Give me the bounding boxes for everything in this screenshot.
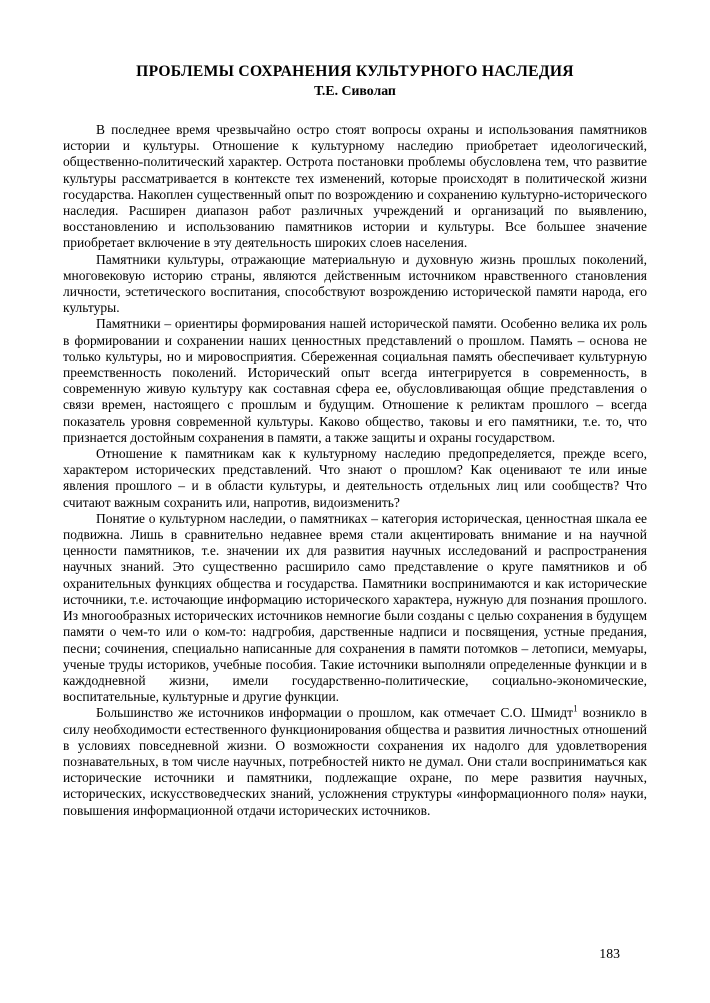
paragraph-3: Памятники – ориентиры формирования нашей исторической памяти. Особенно велика их роль в формировании и сохранении наших ценностных представлений о прошлом. Память – основа не только культуры, но и мировосприятия. Сбереженная социальная память обеспечивает культурную преемственность поколений. Исторический опыт всегда интегрируется в современность, в современную живую культуру как составная сфера ее, обусловливающая общие представления о связи времен, настоящего с прошлым и будущим. Отношение к реликтам прошлого – всегда показатель уровня современной культуры. Каково общество, таковы и его памятники, т.е. то, что признается достойным сохранения в памяти, а также защиты и охраны государством. [63,316,647,445]
page-title: ПРОБЛЕМЫ СОХРАНЕНИЯ КУЛЬТУРНОГО НАСЛЕДИЯ [136,63,574,80]
article-content [63,62,647,819]
paragraph-6 [63,705,647,818]
footnote-marker: 1 [573,703,578,714]
paragraph-6-text-before-footnote: Большинство же источников информации о прошлом, как отмечает С.О. Шмидт [96,705,574,721]
paragraph-4: Отношение к памятникам как к культурному наследию предопределяется, прежде всего, характером исторических представлений. Что знают о прошлом? Как оценивают те или иные явления прошлого – и в области культуры, и деятельность отдельных лиц или сообществ? Что считают важным сохранить или, напротив, видоизменить? [63,446,647,510]
article-body [63,122,647,819]
paragraph-1: В последнее время чрезвычайно остро стоят вопросы охраны и использования памятников истории и культуры. Отношение к культурному наследию приобретает идеологический, общественно-политический характер. Острота постановки проблемы обусловлена тем, что развитие культуры рассматривается в контексте тех изменений, которые происходят в политической жизни государства. Накоплен существенный опыт по возрождению и сохранению культурно-исторического наследия. Расширен диапазон работ различных учреждений и организаций по выявлению, восстановлению и использованию памятников истории и культуры. Все большее значение приобретает включение в эту деятельность широких слоев населения. [63,122,647,251]
paragraph-6-text-after-footnote: возникло в силу необходимости естественного функционирования общества и развития личностных отношений в условиях повседневной жизни. О возможности сохранения их надолго для удовлетворения познавательных, в том числе научных, потребностей никто не думал. Они стали восприниматься как исторические источники и памятники, подлежащие охране, по мере развития научных, исторических, искусствоведческих знаний, усложнения структуры «информационного поля» науки, повышения информационной отдачи исторических источников. [63,705,647,818]
paragraph-5: Понятие о культурном наследии, о памятниках – категория историческая, ценностная шкала ее подвижна. Лишь в сравнительно недавнее время стали акцентировать внимание и на научной ценности памятников, т.е. значении их для развития научных исследований и распространения научных знаний. Это существенно расширило само представление о круге памятников и об охранительных функциях общества и государства. Памятники воспринимаются и как исторические источники, т.е. источающие информацию исторического характера, нужную для познания прошлого. Из многообразных исторических источников немногие были созданы с целью сохранения в будущем памяти о чем-то или о ком-то: надгробия, дарственные надписи и посвящения, устные предания, песни; сочинения, специально написанные для сохранения в памяти потомков – летописи, мемуары, ученые труды историков, учебные пособия. Такие источники выполняли определенные функции и в каждодневной жизни, имели государственно-политические, социально-экономические, воспитательные, культурные и другие функции. [63,510,647,705]
paragraph-2: Памятники культуры, отражающие материальную и духовную жизнь прошлых поколений, многовековую историю страны, являются действенным источником нравственного становления личности, эстетического воспитания, способствуют возрождению исторической памяти народа, его культуры. [63,251,647,316]
page-number: 183 [599,946,620,961]
author: Т.Е. Сиволап [314,83,396,98]
